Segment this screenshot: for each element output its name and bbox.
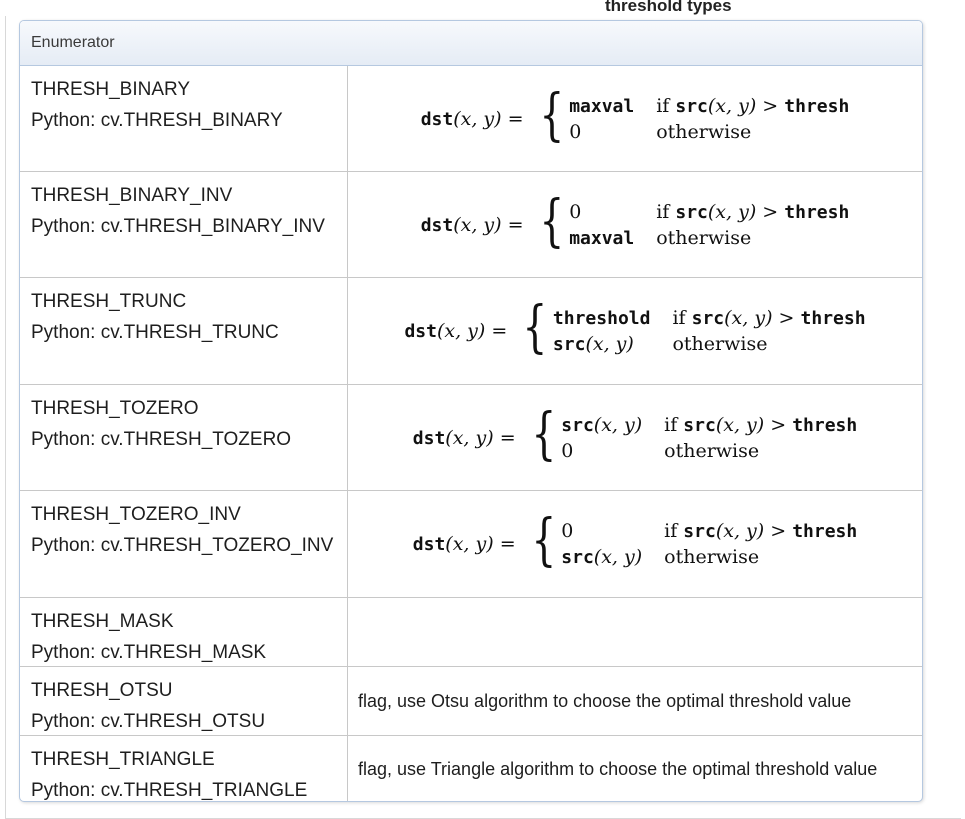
- header-enumerator: Enumerator: [31, 34, 115, 51]
- table-row: [20, 736, 922, 802]
- enum-name: THRESH_TOZERO: [31, 398, 199, 419]
- table-caption: threshold types: [605, 0, 732, 15]
- formula-cell: [348, 172, 922, 277]
- enum-name: THRESH_TRIANGLE: [31, 749, 215, 770]
- enum-python-name: Python: cv.THRESH_TOZERO_INV: [31, 535, 334, 556]
- table-row: [20, 598, 922, 667]
- enum-name: THRESH_MASK: [31, 611, 174, 632]
- left-brace: {: [530, 401, 556, 467]
- left-brace: {: [522, 295, 548, 360]
- enumerator-table: [19, 20, 923, 802]
- enum-name-cell: [20, 491, 348, 597]
- enum-python-name: Python: cv.THRESH_MASK: [31, 642, 267, 663]
- formula: dst(x, y) = { 0 if src(x, y) > thresh maxval otherwise: [420, 188, 850, 254]
- formula-cell: [348, 278, 922, 384]
- enum-name: THRESH_TRUNC: [31, 291, 187, 312]
- page-left-rule: [5, 16, 6, 819]
- formula: dst(x, y) = { 0 if src(x, y) > thresh src(x, y) otherwise: [412, 508, 858, 573]
- formula-cell: [348, 385, 922, 490]
- enum-name-cell: [20, 598, 348, 666]
- table-row: [20, 667, 922, 736]
- enum-python-name: Python: cv.THRESH_TRIANGLE: [31, 780, 308, 801]
- enum-python-name: Python: cv.THRESH_TOZERO: [31, 429, 292, 450]
- table-row: [20, 491, 922, 598]
- formula-cell: [348, 491, 922, 597]
- enum-name: THRESH_BINARY_INV: [31, 185, 233, 206]
- table-row: [20, 66, 922, 172]
- enum-name-cell: [20, 172, 348, 277]
- enum-name: THRESH_OTSU: [31, 680, 173, 701]
- description-cell: flag, use Otsu algorithm to choose the optimal threshold value: [358, 690, 852, 711]
- left-brace: {: [530, 508, 556, 573]
- enum-name-cell: [20, 385, 348, 490]
- description-cell: [348, 598, 922, 666]
- enum-name: THRESH_TOZERO_INV: [31, 504, 241, 525]
- table-row: [20, 278, 922, 385]
- formula: dst(x, y) = { threshold if src(x, y) > thresh src(x, y) otherwise: [404, 295, 866, 360]
- table-row: [20, 172, 922, 278]
- enum-python-name: Python: cv.THRESH_BINARY: [31, 110, 283, 131]
- enum-python-name: Python: cv.THRESH_OTSU: [31, 711, 266, 732]
- table-header: [20, 21, 922, 66]
- description-cell: flag, use Triangle algorithm to choose the optimal threshold value: [358, 758, 878, 779]
- formula: dst(x, y) = { maxval if src(x, y) > thresh 0 otherwise: [420, 82, 850, 148]
- left-brace: {: [538, 188, 564, 254]
- formula: dst(x, y) = { src(x, y) if src(x, y) > thresh 0 otherwise: [412, 401, 858, 467]
- enum-python-name: Python: cv.THRESH_BINARY_INV: [31, 216, 325, 237]
- enum-name-cell: [20, 66, 348, 171]
- table-row: [20, 385, 922, 491]
- enum-name-cell: [20, 736, 348, 802]
- enum-python-name: Python: cv.THRESH_TRUNC: [31, 322, 279, 343]
- formula-cell: [348, 66, 922, 171]
- left-brace: {: [538, 82, 564, 148]
- enum-name: THRESH_BINARY: [31, 79, 191, 100]
- enum-name-cell: [20, 278, 348, 384]
- enum-name-cell: [20, 667, 348, 735]
